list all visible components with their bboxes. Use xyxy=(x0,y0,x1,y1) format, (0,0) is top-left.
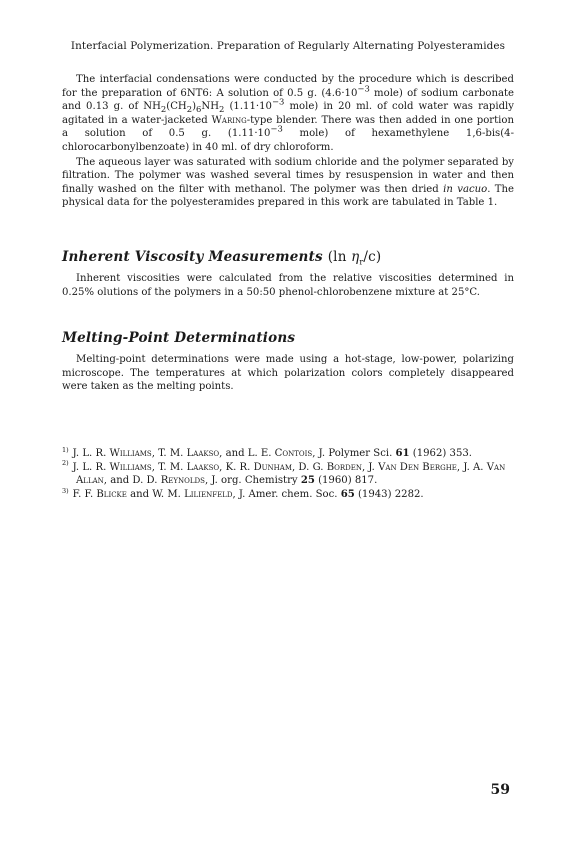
section-heading-viscosity: Inherent Viscosity Measurements (ln $\eta_r/c$) xyxy=(62,249,382,267)
section-heading-melting-point: Melting-Point Determinations xyxy=(62,330,296,346)
footnote-marker: 3) xyxy=(62,486,69,495)
footnote: $^{3)}$ F. F. Blicke and W. M. Lilienfeld, J. Amer. chem. Soc. 65 (1943) 2282. xyxy=(62,486,424,501)
intro-paragraph-2: The aqueous layer was saturated with sodium chloride and the polymer separated by filtration. The polymer was washed several times by resuspension in water and then finally washed on the filter with methanol. The polymer was then dried in vacuo. The physical data for the polyesteramides prepared in this work are tabulated in Table 1. xyxy=(62,156,515,209)
viscosity-paragraph: Inherent viscosities were calculated from the relative viscosities determined in 0.25% olutions of the polymers in a 50:50 phenol-chlorobenzene mixture at 25°C. xyxy=(62,273,514,298)
page-number: 59 xyxy=(490,782,510,798)
footnote: $^{1)}$ J. L. R. Williams, T. M. Laakso, and L. E. Contois, J. Polymer Sci. 61 (1962) 353. xyxy=(62,445,473,459)
viscosity-text xyxy=(62,272,514,299)
footnote-marker: 1) xyxy=(62,445,69,454)
footnotes xyxy=(62,447,514,502)
melting-point-text xyxy=(62,353,514,394)
running-header: Interfacial Polymerization. Preparation of Regularly Alternating Polyesteramides xyxy=(70,40,506,52)
footnote: $^{2)}$ J. L. R. Williams, T. M. Laakso, K. R. Dunham, D. G. Borden, J. Van Den Berghe, J. A. Van Allan, and D. D. Reynolds, J. org. Chemistry 25 (1960) 817. xyxy=(62,459,506,487)
intro-text xyxy=(62,73,514,210)
intro-paragraph-1: The interfacial condensations were conducted by the procedure which is described for the preparation of 6NT6: A solution of 0.5 g. ($4.6\cdot 10^{-3}$ mole) of sodium carbonate and 0.13 g. of $NH_2(CH_2)_6NH_2$ ($1.11\cdot 10^{-3}$ mole) in 20 ml. of cold water was rapidly agitated in a water-jacketed Waring-type blender. There was then added in one portion a solution of 0.5 g. ($1.11\cdot 10^{-3}$ mole) of hexamethylene 1,6-bis(4-chlorocarbonylbenzoate) in 40 ml. of dry chloroform. xyxy=(62,74,515,153)
viscosity-formula: (ln $\eta_r/c$) xyxy=(327,249,382,267)
melting-point-paragraph: Melting-point determinations were made using a hot-stage, low-power, polarizing microscope. The temperatures at which polarization colors completely disappeared were taken as the melting points. xyxy=(62,354,514,393)
footnote-marker: 2) xyxy=(62,459,69,468)
